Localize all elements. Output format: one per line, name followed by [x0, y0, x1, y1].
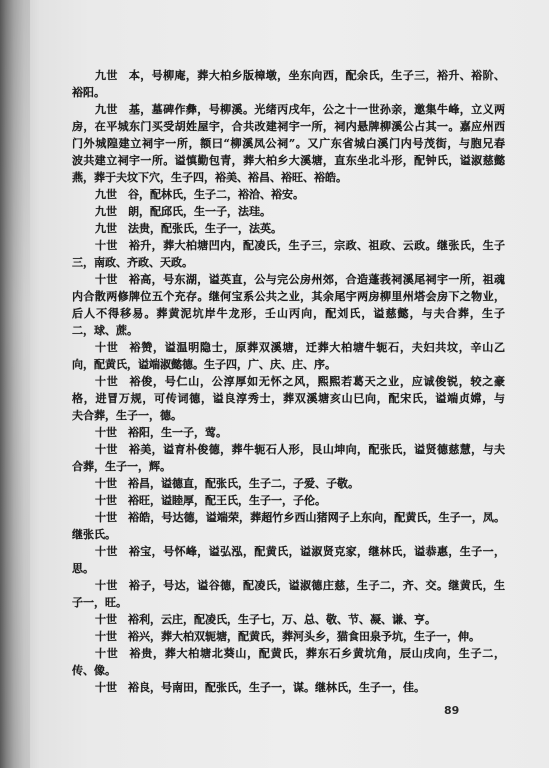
- entry-text: 裕高，号东湖，谥英直，公与完公房州郊，合造蓬莪祠溪尾祠宇一所，祖魂: [128, 273, 505, 286]
- genealogy-entry: [72, 424, 505, 441]
- entry-first-line: [72, 271, 505, 288]
- entry-continuation-line: 合葬，生子一，辉。: [72, 460, 171, 473]
- generation-label: 十世: [95, 443, 118, 456]
- generation-label: 十世: [95, 341, 119, 354]
- generation-label: 九世: [95, 69, 118, 82]
- entry-text: 裕贵，葬大柏塘北葵山，配黄氏，葬东石乡黄坑角，辰山戌向，生子二，: [129, 647, 505, 660]
- entry-first-line: [72, 577, 505, 594]
- entry-continuation-line: 格，进冒万规，可传词德，谥良淳秀士，葬双溪塘亥山巳向，配宋氏，谥端贞嫦，与: [72, 392, 505, 405]
- entry-first-line: [72, 101, 505, 118]
- entry-first-line: [72, 645, 505, 662]
- entry-continuation-line: 内合散两修牌位五个充存。继何宝系公共之业，其余尾宇两房柳里州塔会房下之物业，: [72, 290, 505, 303]
- generation-label: 十世: [95, 647, 119, 660]
- entry-text: 裕宝，号怀峰，谥弘泓，配黄氏，谥淑贤克家，继林氏，谥恭惠，生子一，: [128, 545, 505, 558]
- genealogy-entry: [72, 237, 505, 271]
- genealogy-entry: [72, 577, 505, 611]
- entry-text: 本，号柳庵，葬大柏乡版樟墩，坐东向西，配余氏，生子三，裕升、裕阶、: [128, 69, 505, 82]
- genealogy-entry: [72, 645, 505, 679]
- entry-continuation-line: 三，南政、齐政、天政。: [72, 256, 193, 269]
- generation-label: 十世: [95, 545, 118, 558]
- binding-shadow: [0, 0, 30, 768]
- entry-text: 裕兴，葬大柏双轭塘，配黄氏，葬河头乡，猫食田泉予坑，生子一，伸。: [128, 630, 480, 643]
- generation-label: 九世: [95, 205, 117, 218]
- entry-text: 裕良，号南田，配张氏，生子一，谋。继林氏，生子一，佳。: [128, 681, 425, 694]
- generation-label: 十世: [95, 477, 117, 490]
- entry-first-line: [72, 67, 505, 84]
- genealogy-entry: [72, 543, 505, 577]
- entry-first-line: [72, 543, 505, 560]
- generation-label: 十世: [95, 511, 118, 524]
- entry-text: 裕升，葬大柏塘凹内，配凌氏，生子三，宗政、祖政、云政。继张氏，生子: [128, 239, 505, 252]
- entry-continuation-line: 子一，旺。: [72, 596, 127, 609]
- entry-first-line: [72, 492, 505, 509]
- entry-first-line: [72, 203, 505, 220]
- genealogy-entry: [72, 509, 505, 543]
- generation-label: 十世: [95, 579, 118, 592]
- entry-first-line: [72, 475, 505, 492]
- generation-label: 十世: [95, 630, 117, 643]
- entry-continuation-line: 二，球、蔗。: [72, 324, 138, 337]
- entry-text: 法贵，配张氏，生子一，法英。: [128, 222, 282, 235]
- entry-first-line: [72, 628, 505, 645]
- generation-label: 十世: [95, 494, 117, 507]
- genealogy-entry: [72, 679, 505, 696]
- genealogy-entry: [72, 67, 505, 101]
- entry-first-line: [72, 611, 505, 628]
- entry-continuation-line: 门外城隍建立祠宇一所，额曰“柳溪凤公祠”。又广东省城白溪门内号茂街，与胞兄春: [72, 137, 505, 150]
- entry-continuation-line: 燕，葬于夫坟下穴，生子四，裕美、裕昌、裕旺、裕皓。: [72, 171, 347, 184]
- entry-continuation-line: 后人不得移易。葬黄泥坑岸牛龙形，壬山丙向，配刘氏，谥慈懿，与夫合葬，生子: [72, 307, 505, 320]
- entry-continuation-line: 向，配黄氏，谥端淑懿德。生子四，广、庆、庄、序。: [72, 358, 336, 371]
- genealogy-entry: [72, 611, 505, 628]
- entry-first-line: [72, 237, 505, 254]
- entry-first-line: [72, 441, 505, 458]
- entry-text: 裕昌，谥德直，配张氏，生子二，子爱、子敬。: [128, 477, 359, 490]
- generation-label: 十世: [95, 613, 117, 626]
- entry-first-line: [72, 220, 505, 237]
- entry-text: 裕美，谥育朴俊德，葬牛轭石人形，艮山坤向，配张氏，谥贤德慈慧，与夫: [128, 443, 505, 456]
- entry-continuation-line: 夫合葬，生子一，德。: [72, 409, 182, 422]
- entry-text: 谷，配林氏，生子二，裕洽、裕安。: [128, 188, 304, 201]
- generation-label: 十世: [95, 239, 118, 252]
- entry-first-line: [72, 339, 505, 356]
- entry-text: 朗，配邱氏，生一子，法珪。: [128, 205, 271, 218]
- entry-first-line: [72, 509, 505, 526]
- entry-text: 裕子，号达，谥谷德，配凌氏，谥淑德庄慈，生子二，齐、交。继黄氏，生: [128, 579, 505, 592]
- entry-text: 裕阳，生一子，莺。: [128, 426, 227, 439]
- genealogy-entry: [72, 101, 505, 186]
- entry-continuation-line: 波共建立祠宇一所。谥慎勤包青，葬大柏乡大溪塘，直东坐北斗形，配钟氏，谥淑慈懿: [72, 154, 505, 167]
- generation-label: 十世: [95, 681, 117, 694]
- genealogy-entry: [72, 441, 505, 475]
- generation-label: 九世: [95, 188, 117, 201]
- entry-first-line: [72, 186, 505, 203]
- generation-label: 十世: [95, 375, 119, 388]
- genealogy-text: [72, 67, 505, 696]
- entry-continuation-line: 继张氏。: [72, 528, 116, 541]
- genealogy-entry: [72, 271, 505, 339]
- entry-first-line: [72, 373, 505, 390]
- entry-text: 裕利，云庄，配凌氏，生子七，万、总、敬、节、凝、谦、亨。: [128, 613, 436, 626]
- entry-text: 裕旺，谥睦厚，配王氏，生子一，子伦。: [128, 494, 326, 507]
- generation-label: 十世: [95, 273, 118, 286]
- genealogy-entry: [72, 475, 505, 492]
- genealogy-entry: [72, 492, 505, 509]
- generation-label: 九世: [95, 103, 118, 116]
- genealogy-entry: [72, 203, 505, 220]
- entry-first-line: [72, 424, 505, 441]
- genealogy-entry: [72, 220, 505, 237]
- genealogy-entry: [72, 339, 505, 373]
- genealogy-entry: [72, 628, 505, 645]
- genealogy-entry: [72, 373, 505, 424]
- generation-label: 九世: [95, 222, 117, 235]
- entry-text: 基，墓碑作彝，号柳溪。光绪丙戌年，公之十一世孙亲，邀集牛峰，立义两: [128, 103, 505, 116]
- entry-text: 裕赞，谥温明隐士，原葬双溪塘，迁葬大柏塘牛轭石，夫妇共坟，辛山乙: [129, 341, 505, 354]
- generation-label: 十世: [95, 426, 117, 439]
- entry-first-line: [72, 679, 505, 696]
- entry-continuation-line: 思。: [72, 562, 94, 575]
- page-number: 89: [444, 704, 460, 717]
- entry-text: 裕皓，号达德，谥端荣，葬超竹乡西山猪网子上东向，配黄氏，生子一，凤。: [128, 511, 505, 524]
- entry-continuation-line: 传、像。: [72, 664, 116, 677]
- entry-continuation-line: 房，在平城东门买受胡姓屋宇，合共改建祠宇一所，祠内悬牌柳溪公占其一。嘉应州西: [72, 120, 505, 133]
- entry-text: 裕俊，号仁山，公淳厚如无怀之风，熙熙若葛天之业，应诚俊锐，较之豪: [129, 375, 505, 388]
- genealogy-entry: [72, 186, 505, 203]
- entry-continuation-line: 裕阳。: [72, 86, 105, 99]
